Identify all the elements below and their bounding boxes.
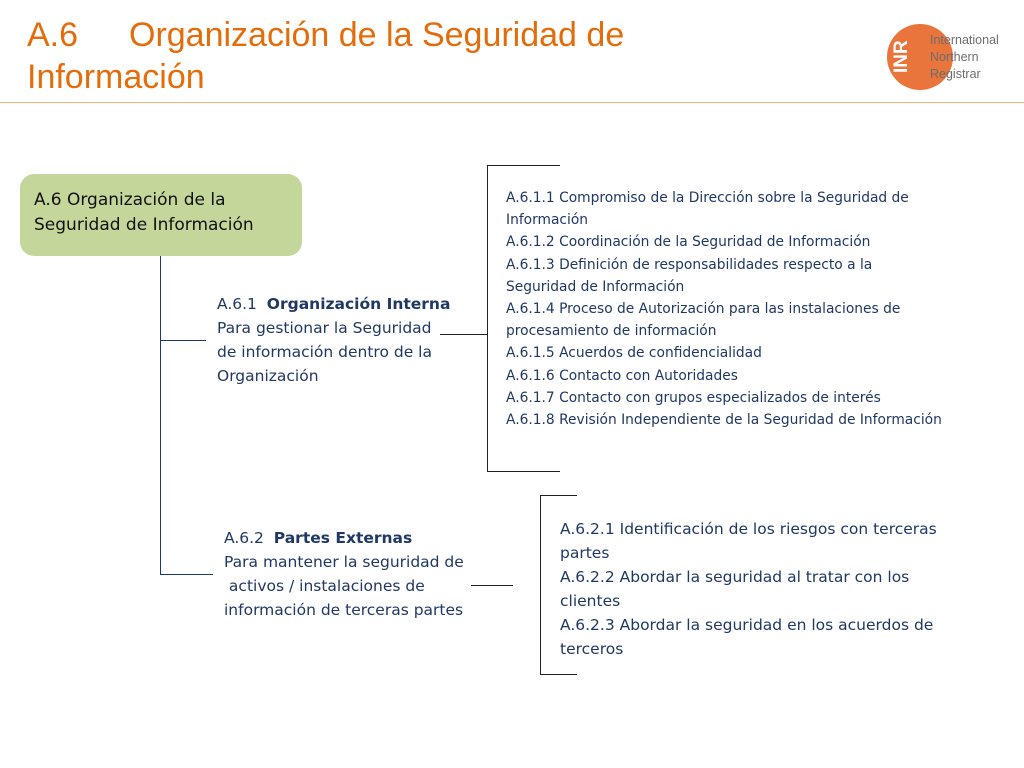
title-text-2: Información — [27, 58, 205, 96]
node-a62-title — [224, 526, 494, 550]
control-item: Seguridad de Información — [506, 278, 685, 295]
control-item: A.6.1.1 Compromiso de la Dirección sobre la Seguridad de — [506, 190, 909, 206]
control-item: A.6.1.6 Contacto con Autoridades — [506, 367, 738, 384]
logo-line-3: Registrar — [930, 67, 981, 81]
node-code: A.6.2 — [224, 529, 264, 547]
control-item: A.6.1.7 Contacto con grupos especializados de interés — [506, 389, 881, 406]
title-number: A.6 — [27, 16, 79, 54]
control-item: partes — [560, 544, 610, 562]
control-item: A.6.1.3 Definición de responsabilidades respecto a la — [506, 256, 873, 273]
node-a61 — [217, 292, 467, 388]
control-item: A.6.1.5 Acuerdos de confidencialidad — [506, 345, 762, 362]
logo-mark: INR — [891, 40, 912, 73]
control-item: clientes — [560, 592, 621, 610]
title-divider — [0, 102, 1024, 103]
root-line-2: Seguridad de Información — [34, 215, 254, 235]
node-heading: Partes Externas — [273, 529, 413, 547]
node-a62 — [224, 526, 494, 622]
logo-text — [930, 32, 1020, 83]
connector-a62 — [471, 585, 513, 586]
root-line-1: A.6 Organización de la — [34, 190, 226, 210]
node-desc-line: Para mantener la seguridad de — [224, 553, 464, 571]
title-text-1: Organización de la Seguridad de — [129, 16, 625, 54]
inr-logo — [887, 22, 1017, 92]
node-code: A.6.1 — [217, 295, 257, 313]
control-item: procesamiento de información — [506, 323, 717, 340]
control-item: A.6.1.8 Revisión Independiente de la Seguridad de Información — [506, 412, 942, 429]
control-item: Información — [506, 212, 589, 229]
controls-list-a62 — [560, 517, 970, 661]
node-desc-line: Para gestionar la Seguridad — [217, 319, 432, 337]
logo-line-1: International — [930, 33, 999, 47]
root-node — [20, 174, 302, 256]
node-heading: Organización Interna — [266, 295, 451, 313]
tree-trunk — [160, 256, 161, 574]
controls-list-a61 — [506, 187, 996, 431]
node-desc-line: de información dentro de la — [217, 343, 432, 361]
title-line-1 — [27, 14, 747, 56]
control-item: A.6.2.1 Identificación de los riesgos con terceras — [560, 520, 937, 538]
control-item: A.6.2.3 Abordar la seguridad en los acuerdos de — [560, 616, 934, 634]
connector-a61 — [440, 334, 488, 335]
control-item: A.6.2.2 Abordar la seguridad al tratar con los — [560, 568, 910, 586]
branch-a61 — [160, 340, 206, 341]
control-item: A.6.1.2 Coordinación de la Seguridad de Información — [506, 234, 871, 251]
node-desc-line: activos / instalaciones de — [224, 577, 425, 595]
control-item: terceros — [560, 640, 624, 658]
node-desc-line: Organización — [217, 367, 319, 385]
branch-a62 — [160, 574, 213, 575]
logo-line-2: Northern — [930, 50, 979, 64]
node-desc-line: información de terceras partes — [224, 601, 464, 619]
control-item: A.6.1.4 Proceso de Autorización para las instalaciones de — [506, 301, 901, 318]
slide-title — [27, 14, 747, 98]
node-a61-title — [217, 292, 467, 316]
